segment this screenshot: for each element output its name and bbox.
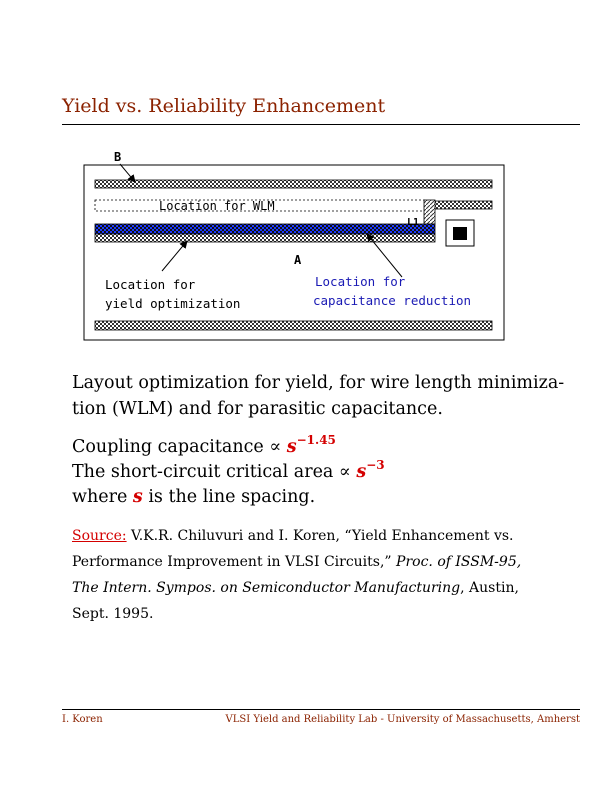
arrow-yield — [162, 241, 187, 271]
wire-top — [95, 180, 492, 188]
source-link[interactable]: Source: — [72, 528, 127, 544]
shortcircuit-text: The short-circuit critical area ∝ — [72, 462, 357, 482]
label-l1: L1 — [407, 217, 420, 228]
footer-divider — [62, 709, 580, 710]
source-citation — [72, 523, 552, 627]
where-var: s — [132, 487, 143, 507]
arrow-b — [120, 164, 135, 182]
wire-blue — [95, 224, 435, 234]
coupling-line — [72, 434, 336, 461]
para-layout-line2: tion (WLM) and for parasitic capacitance. — [72, 399, 443, 419]
where-prefix: where — [72, 487, 133, 507]
label-wlm: Location for WLM — [159, 199, 275, 213]
label-cap-2: capacitance reduction — [313, 293, 472, 308]
via-diagonal — [424, 200, 435, 224]
source-text2: , Austin, Sept. 1995. — [72, 580, 519, 622]
label-b: B — [114, 150, 122, 164]
source-text1: V.K.R. Chiluvuri and I. Koren, “Yield Enhancement vs. Performance Improvement in VLSI Circuits,” — [72, 528, 514, 570]
wire-lower — [95, 234, 435, 242]
label-a: A — [294, 253, 302, 267]
page-title: Yield vs. Reliability Enhancement — [62, 95, 386, 117]
layout-figure — [62, 145, 512, 350]
title-divider — [62, 124, 580, 125]
label-yield-1: Location for — [105, 277, 196, 292]
footer-lab: VLSI Yield and Reliability Lab - University of Massachusetts, Amherst — [225, 714, 580, 725]
label-cap-1: Location for — [315, 274, 406, 289]
where-suffix: is the line spacing. — [142, 487, 316, 507]
shortcircuit-exp: −3 — [366, 458, 385, 472]
where-line — [72, 484, 315, 510]
para-layout-line1: Layout optimization for yield, for wire length minimiza- — [72, 373, 565, 393]
coupling-text: Coupling capacitance ∝ — [72, 437, 287, 457]
contact-inner — [453, 227, 467, 240]
footer-author: I. Koren — [62, 714, 103, 725]
shortcircuit-var: s — [356, 462, 367, 482]
label-yield-2: yield optimization — [105, 296, 241, 311]
coupling-exp: −1.45 — [296, 433, 336, 447]
shortcircuit-line — [72, 459, 385, 486]
wire-right-stub — [435, 201, 492, 209]
coupling-var: s — [286, 437, 297, 457]
wire-bottom — [95, 321, 492, 330]
source-italic: Proc. of ISSM-95, The Intern. Sympos. on Semiconductor Manufacturing — [72, 554, 522, 596]
